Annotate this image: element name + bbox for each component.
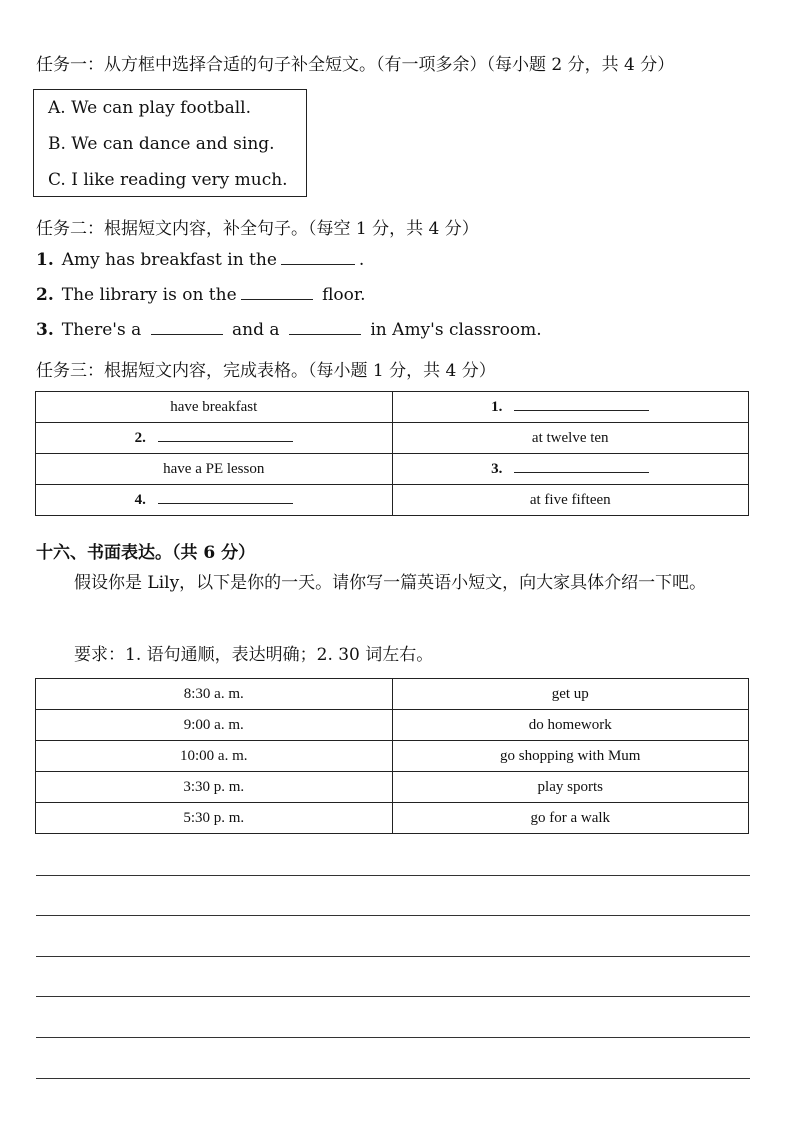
task2-heading: 任务二：根据短文内容，补全句子。（每空 1 分，共 4 分） bbox=[36, 219, 479, 239]
option-b: B. We can dance and sing. bbox=[48, 134, 275, 154]
answer-blank[interactable] bbox=[281, 250, 355, 265]
options-box bbox=[33, 89, 307, 197]
schedule-activity: get up bbox=[392, 679, 749, 710]
writing-prompt: 假设你是 Lily，以下是你的一天。请你写一篇英语小短文，向大家具体介绍一下吧。 bbox=[74, 573, 707, 593]
table-row bbox=[36, 423, 749, 454]
table-row bbox=[36, 710, 749, 741]
answer-blank[interactable] bbox=[514, 460, 649, 473]
table-row bbox=[36, 454, 749, 485]
schedule-time: 9:00 a. m. bbox=[36, 710, 393, 741]
option-c: C. I like reading very much. bbox=[48, 170, 288, 190]
answer-blank[interactable] bbox=[158, 429, 293, 442]
item-number: 4. bbox=[134, 492, 146, 508]
table-cell[interactable] bbox=[392, 454, 749, 485]
answer-blank[interactable] bbox=[289, 320, 361, 335]
table-row bbox=[36, 679, 749, 710]
question-text-end: in Amy's classroom. bbox=[370, 320, 542, 340]
table-cell: have a PE lesson bbox=[36, 454, 393, 485]
schedule-time: 3:30 p. m. bbox=[36, 772, 393, 803]
writing-line[interactable] bbox=[36, 875, 750, 876]
table-cell: at five fifteen bbox=[392, 485, 749, 516]
question-text: The library is on the bbox=[61, 285, 237, 305]
writing-line[interactable] bbox=[36, 956, 750, 957]
writing-line[interactable] bbox=[36, 915, 750, 916]
table-row bbox=[36, 803, 749, 834]
task3-heading: 任务三：根据短文内容，完成表格。（每小题 1 分，共 4 分） bbox=[36, 361, 496, 381]
writing-heading: 十六、书面表达。（共 6 分） bbox=[36, 543, 256, 563]
question-text: There's a bbox=[61, 320, 142, 340]
answer-blank[interactable] bbox=[158, 491, 293, 504]
question-number: 3. bbox=[36, 320, 54, 340]
question-text: Amy has breakfast in the bbox=[61, 250, 277, 270]
schedule-activity: go for a walk bbox=[392, 803, 749, 834]
schedule-activity: play sports bbox=[392, 772, 749, 803]
table-cell[interactable] bbox=[36, 485, 393, 516]
item-number: 3. bbox=[491, 461, 503, 477]
table-cell[interactable] bbox=[36, 423, 393, 454]
schedule-activity: go shopping with Mum bbox=[392, 741, 749, 772]
schedule-table bbox=[35, 678, 749, 834]
table-row bbox=[36, 772, 749, 803]
table-cell: at twelve ten bbox=[392, 423, 749, 454]
question-text-end: floor. bbox=[322, 285, 366, 305]
task2-question-1 bbox=[36, 250, 364, 270]
task2-question-2 bbox=[36, 285, 366, 305]
question-text-middle: and a bbox=[232, 320, 280, 340]
answer-blank[interactable] bbox=[514, 398, 649, 411]
question-text-end: . bbox=[358, 250, 365, 270]
item-number: 1. bbox=[491, 399, 503, 415]
writing-line[interactable] bbox=[36, 1037, 750, 1038]
question-number: 2. bbox=[36, 285, 54, 305]
answer-blank[interactable] bbox=[151, 320, 223, 335]
writing-line[interactable] bbox=[36, 996, 750, 997]
schedule-time: 10:00 a. m. bbox=[36, 741, 393, 772]
task3-table bbox=[35, 391, 749, 516]
table-row bbox=[36, 741, 749, 772]
schedule-time: 5:30 p. m. bbox=[36, 803, 393, 834]
table-cell: have breakfast bbox=[36, 392, 393, 423]
answer-blank[interactable] bbox=[241, 285, 313, 300]
schedule-time: 8:30 a. m. bbox=[36, 679, 393, 710]
option-a: A. We can play football. bbox=[48, 98, 251, 118]
table-row bbox=[36, 392, 749, 423]
writing-requirements: 要求：1. 语句通顺，表达明确；2. 30 词左右。 bbox=[74, 645, 434, 665]
question-number: 1. bbox=[36, 250, 54, 270]
schedule-activity: do homework bbox=[392, 710, 749, 741]
table-cell[interactable] bbox=[392, 392, 749, 423]
item-number: 2. bbox=[134, 430, 146, 446]
task1-heading: 任务一：从方框中选择合适的句子补全短文。（有一项多余）（每小题 2 分，共 4 分） bbox=[36, 55, 675, 75]
task2-question-3 bbox=[36, 320, 542, 340]
table-row bbox=[36, 485, 749, 516]
writing-line[interactable] bbox=[36, 1078, 750, 1079]
